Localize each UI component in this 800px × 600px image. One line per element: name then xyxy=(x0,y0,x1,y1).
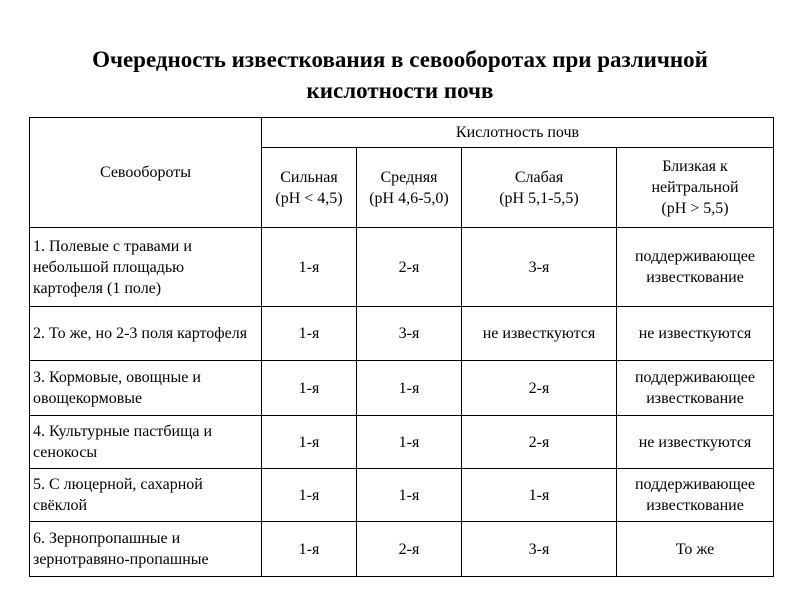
cell-medium: 2-я xyxy=(357,228,462,307)
page-title xyxy=(0,44,800,106)
row-label: 2. То же, но 2-3 поля картофеля xyxy=(30,307,262,361)
cell-strong: 1-я xyxy=(262,416,357,469)
header-row-1 xyxy=(30,118,774,148)
row-label: 5. С люцерной, сахарной свёклой xyxy=(30,469,262,522)
header-acidity-group: Кислотность почв xyxy=(262,118,774,148)
cell-weak: 3-я xyxy=(462,522,617,577)
row-label: 4. Культурные пастбища и сенокосы xyxy=(30,416,262,469)
cell-strong: 1-я xyxy=(262,361,357,416)
cell-weak: 3-я xyxy=(462,228,617,307)
cell-neutral: поддерживающее известкование xyxy=(617,361,774,416)
cell-neutral: не известкуются xyxy=(617,307,774,361)
cell-medium: 3-я xyxy=(357,307,462,361)
cell-neutral: То же xyxy=(617,522,774,577)
row-label: 6. Зернопропашные и зернотравяно-пропашные xyxy=(30,522,262,577)
cell-weak: 1-я xyxy=(462,469,617,522)
cell-weak: не известкуются xyxy=(462,307,617,361)
table-row xyxy=(30,228,774,307)
acidity-name: Сильная xyxy=(280,168,338,186)
cell-neutral: поддерживающее известкование xyxy=(617,469,774,522)
cell-neutral: не известкуются xyxy=(617,416,774,469)
acidity-name: Близкая к xyxy=(662,158,728,175)
cell-strong: 1-я xyxy=(262,228,357,307)
cell-medium: 1-я xyxy=(357,361,462,416)
row-label: 3. Кормовые, овощные и овощекормовые xyxy=(30,361,262,416)
acidity-name: Слабая xyxy=(514,168,564,186)
acidity-ph: (рН > 5,5) xyxy=(661,200,729,217)
liming-table xyxy=(29,117,774,577)
cell-strong: 1-я xyxy=(262,307,357,361)
title-line-1: Очередность известкования в севооборотах при различной xyxy=(92,47,708,72)
cell-neutral: поддерживающее известкование xyxy=(617,228,774,307)
acidity-name: нейтральной xyxy=(651,179,739,196)
row-label: 1. Полевые с травами и небольшой площадью картофеля (1 поле) xyxy=(30,228,262,307)
cell-medium: 2-я xyxy=(357,522,462,577)
cell-strong: 1-я xyxy=(262,522,357,577)
acidity-name: Средняя xyxy=(380,168,438,186)
title-line-2: кислотности почв xyxy=(306,78,494,103)
header-acidity-strong xyxy=(262,148,357,228)
table-row xyxy=(30,361,774,416)
cell-weak: 2-я xyxy=(462,361,617,416)
cell-medium: 1-я xyxy=(357,469,462,522)
table-row xyxy=(30,416,774,469)
header-acidity-medium xyxy=(357,148,462,228)
acidity-ph: (рН 4,6-5,0) xyxy=(369,189,449,207)
header-acidity-weak xyxy=(462,148,617,228)
table-row xyxy=(30,522,774,577)
header-acidity-neutral xyxy=(617,148,774,228)
table-row xyxy=(30,469,774,522)
header-rotation: Севообороты xyxy=(30,118,262,228)
cell-weak: 2-я xyxy=(462,416,617,469)
table-row xyxy=(30,307,774,361)
cell-medium: 1-я xyxy=(357,416,462,469)
acidity-ph: (рН 5,1-5,5) xyxy=(499,189,579,207)
acidity-ph: (рН < 4,5) xyxy=(275,189,343,207)
cell-strong: 1-я xyxy=(262,469,357,522)
